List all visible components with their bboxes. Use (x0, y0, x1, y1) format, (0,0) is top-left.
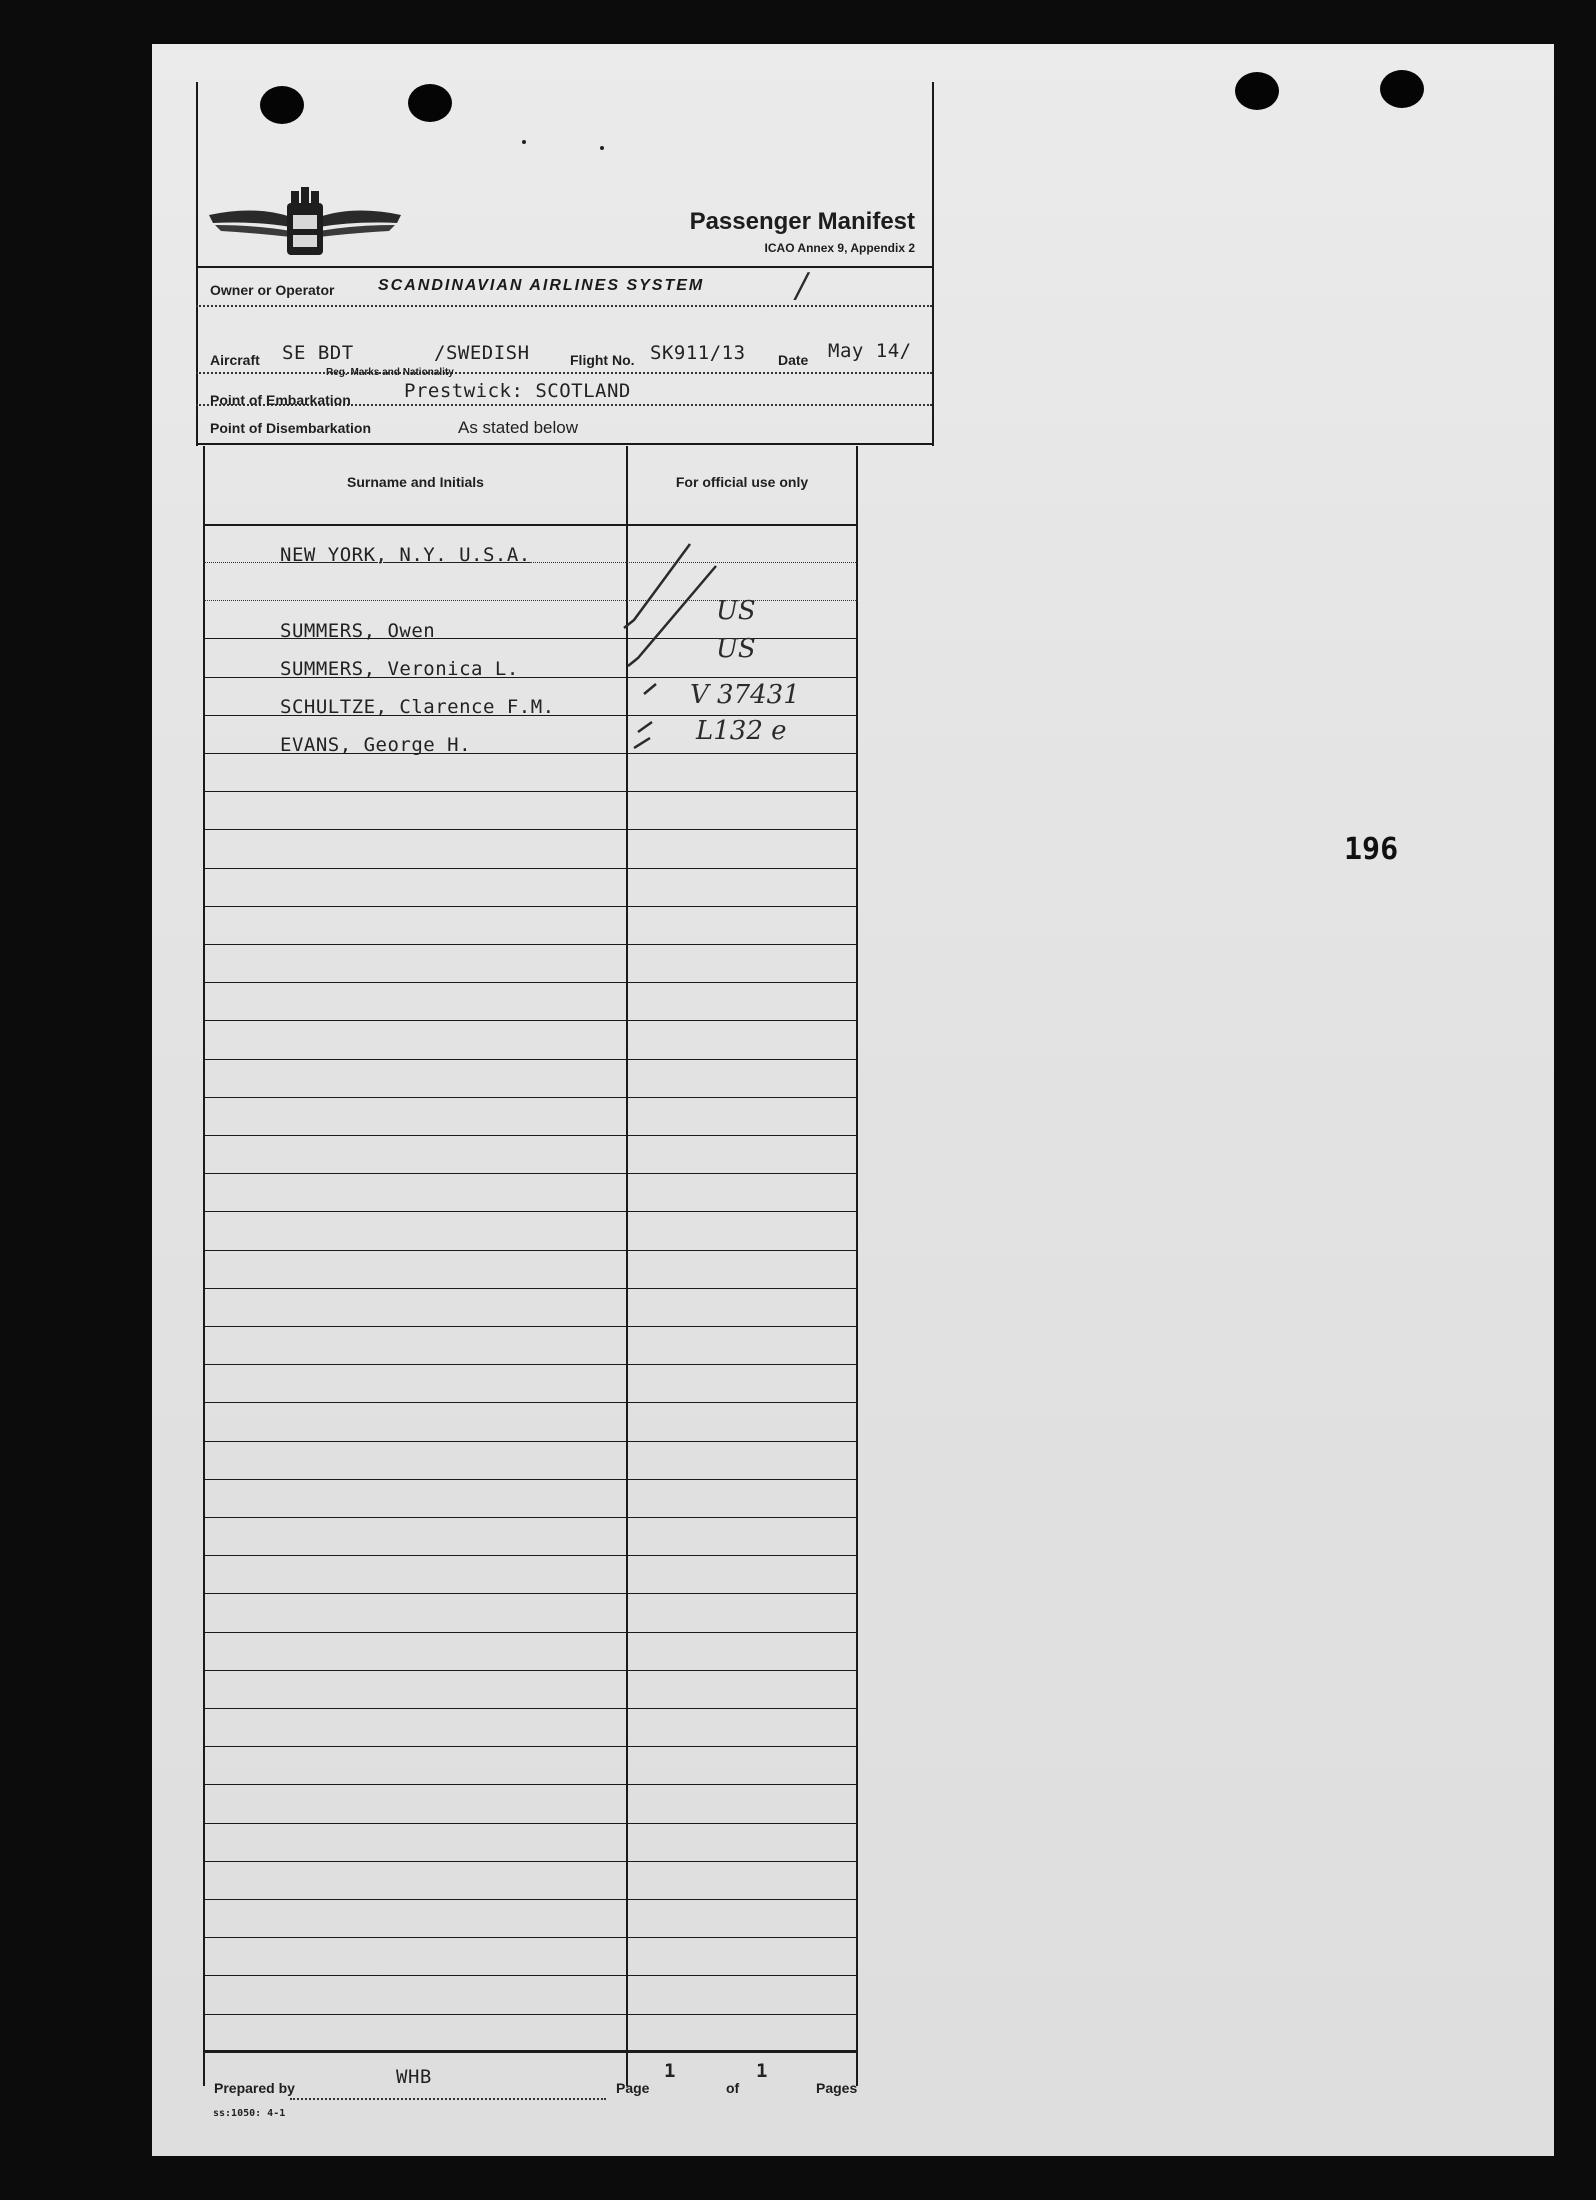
official-note: L132 e (696, 716, 787, 746)
table-row-line (203, 1479, 858, 1480)
owner-label: Owner or Operator (210, 282, 335, 298)
table-row-line (203, 1097, 858, 1098)
table-row-line (203, 1326, 858, 1327)
column-header-official: For official use only (675, 474, 809, 490)
form-border-left (196, 82, 198, 446)
table-row-line (203, 791, 858, 792)
table-row-line (203, 1975, 858, 1976)
prepared-dotted-line (290, 2098, 606, 2100)
table-row-line (203, 982, 858, 983)
prepared-by-label: Prepared by (214, 2080, 295, 2096)
destination-heading: NEW YORK, N.Y. U.S.A. (280, 544, 531, 566)
table-row-line (203, 1288, 858, 1289)
of-value: 1 (756, 2060, 768, 2082)
table-row-line (203, 1517, 858, 1518)
table-row-line (203, 1861, 858, 1862)
table-row-line (203, 1555, 858, 1556)
disembarkation-value: As stated below (458, 418, 579, 437)
table-header-bottom (203, 524, 858, 526)
speck (522, 140, 526, 144)
table-row-line (203, 1020, 858, 1021)
table-row-line (203, 1708, 858, 1709)
date-label: Date (778, 352, 809, 368)
table-row-line (203, 1937, 858, 1938)
form-subtitle: ICAO Annex 9, Appendix 2 (764, 241, 915, 255)
table-row-line (203, 600, 858, 601)
passenger-name: EVANS, George H. (280, 734, 472, 756)
table-row-line (203, 2052, 858, 2053)
table-row-line (203, 868, 858, 869)
column-header-surname: Surname and Initials (347, 474, 484, 490)
speck (600, 146, 604, 150)
table-row-line (203, 1250, 858, 1251)
passenger-name: SUMMERS, Owen (280, 620, 436, 642)
aircraft-label: Aircraft (210, 352, 260, 368)
header-divider (196, 266, 934, 268)
page-value: 1 (664, 2060, 676, 2082)
table-row-line (203, 1173, 858, 1174)
page-label: Page (616, 2080, 650, 2096)
passenger-name: SUMMERS, Veronica L. (280, 658, 519, 680)
table-row-line (203, 1593, 858, 1594)
punch-hole (408, 84, 452, 122)
aircraft-value: SE BDT (282, 342, 354, 364)
form-code: ss:1050: 4-1 (213, 2108, 286, 2119)
disembarkation-label: Point of Disembarkation (210, 420, 372, 436)
owner-value: SCANDINAVIAN AIRLINES SYSTEM (378, 277, 705, 294)
table-row-line (203, 1364, 858, 1365)
aircraft-dotted-line (196, 372, 932, 374)
table-row-line (203, 2014, 858, 2015)
official-note: US (716, 596, 756, 626)
table-border-right (856, 446, 858, 2086)
prepared-by-value: WHB (396, 2066, 432, 2088)
embarkation-label: Point of Embarkation (210, 392, 351, 408)
of-label: of (726, 2080, 740, 2096)
table-row-line (203, 1899, 858, 1900)
embarkation-value: Prestwick: SCOTLAND (404, 380, 631, 402)
table-row-line (203, 1632, 858, 1633)
official-note: US (716, 634, 756, 664)
header-bottom-border (196, 443, 934, 445)
table-row-line (203, 1059, 858, 1060)
table-row-line (203, 1823, 858, 1824)
table-border-left (203, 446, 205, 2086)
date-value: May 14/ (828, 340, 912, 362)
punch-hole (260, 86, 304, 124)
table-row-line (203, 1211, 858, 1212)
form-border-right (932, 82, 934, 446)
airline-wings-logo-icon (205, 185, 405, 261)
table-row-line (203, 1746, 858, 1747)
table-row-line (203, 944, 858, 945)
reg-marks-label: Reg. Marks and Nationality (326, 367, 454, 378)
table-row-line (203, 1402, 858, 1403)
flight-value: SK911/13 (650, 342, 746, 364)
owner-handwritten-mark: / (796, 266, 808, 306)
owner-dotted-line (196, 305, 932, 307)
table-row-line (203, 829, 858, 830)
official-note: V 37431 (690, 680, 800, 710)
passenger-name: SCHULTZE, Clarence F.M. (280, 696, 555, 718)
punch-hole (1380, 70, 1424, 108)
form-title: Passenger Manifest (689, 208, 915, 235)
table-row-line (203, 906, 858, 907)
table-row-line (203, 1670, 858, 1671)
table-row-line (203, 1135, 858, 1136)
table-row-line (203, 1441, 858, 1442)
table-bottom-border (203, 2050, 858, 2052)
nationality-value: /SWEDISH (434, 342, 530, 364)
pages-label: Pages (816, 2080, 858, 2096)
table-row-line (203, 1784, 858, 1785)
punch-hole (1235, 72, 1279, 110)
stamped-page-number: 196 (1344, 832, 1399, 867)
flight-label: Flight No. (570, 352, 635, 368)
